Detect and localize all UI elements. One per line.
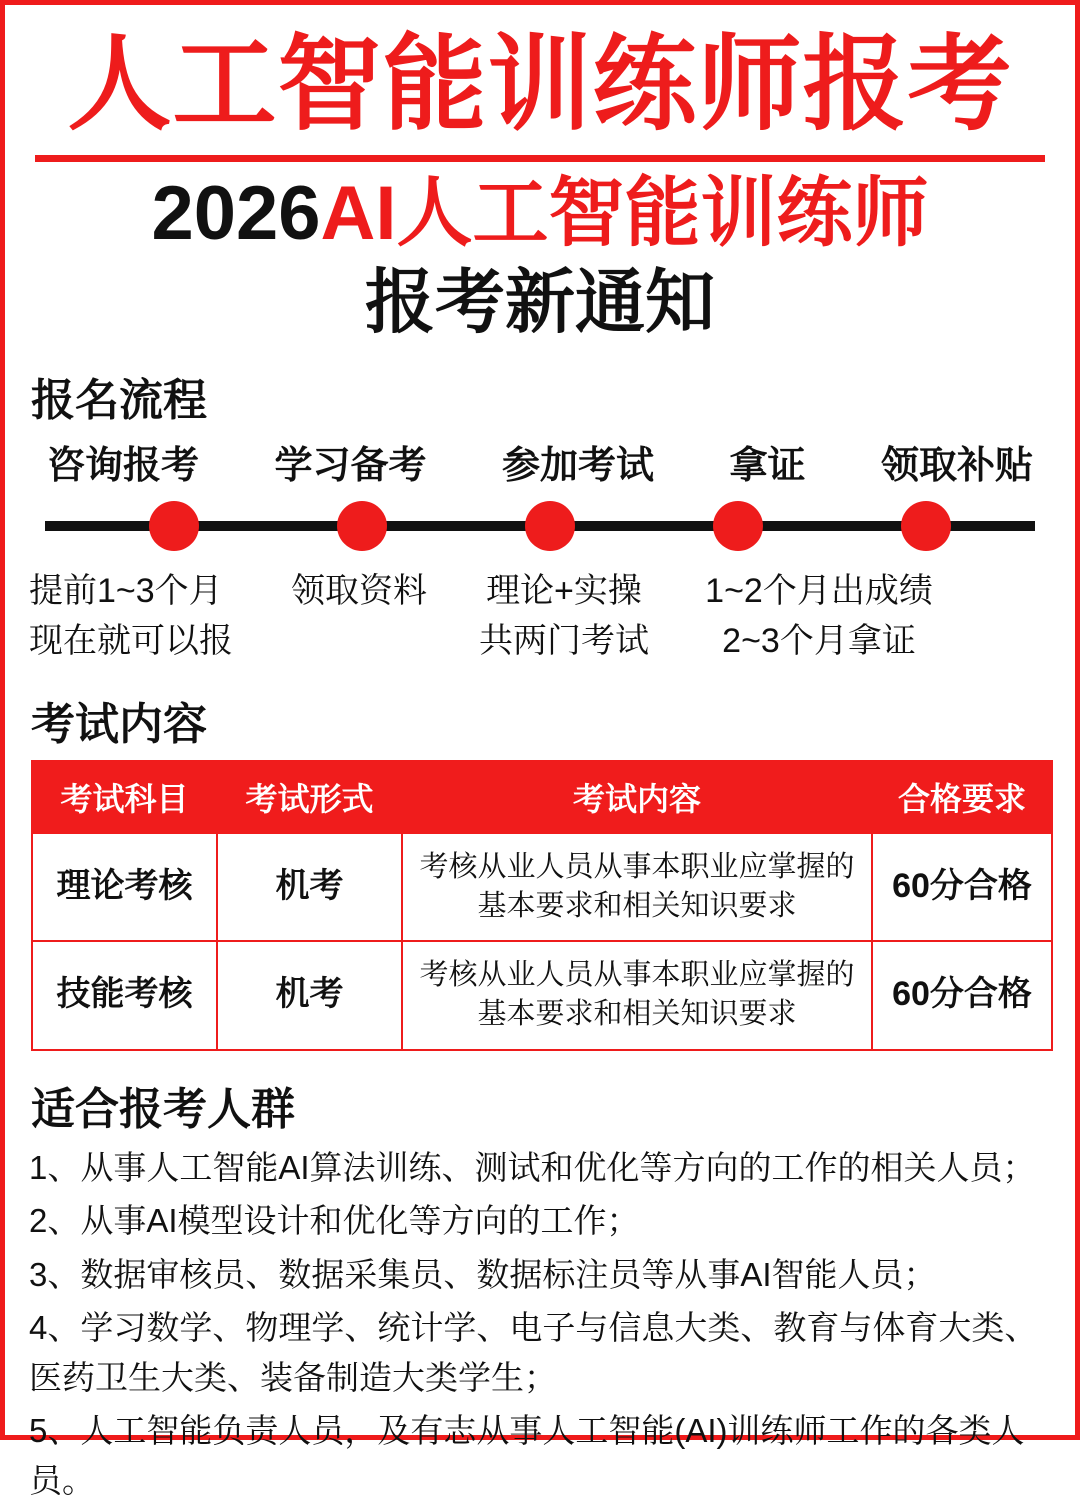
- cell-form-2: 机考: [217, 941, 402, 1049]
- audience-list: [29, 1143, 1053, 1505]
- table-header-pass: 合格要求: [872, 761, 1052, 833]
- exam-table: [31, 760, 1053, 1051]
- title-divider: [35, 155, 1045, 162]
- cell-pass-1: 60分合格: [872, 833, 1052, 941]
- flow-dot-3: [525, 501, 575, 551]
- section-heading-audience: 适合报考人群: [31, 1084, 295, 1134]
- flow-note-1-2: 领取资料: [291, 572, 427, 611]
- flow-step-label-2: 学习备考: [274, 445, 427, 488]
- flow-step-label-1: 咨询报考: [47, 445, 200, 488]
- flow-note-2-4: 2~3个月拿证: [722, 621, 916, 660]
- flow-note-2-3: 共两门考试: [479, 621, 649, 660]
- table-header-form: 考试形式: [217, 761, 402, 833]
- subtitle-highlight: AI人工智能训练师: [320, 171, 929, 257]
- flow-step-labels: [25, 434, 1055, 489]
- cell-pass-2: 60分合格: [872, 941, 1052, 1049]
- flow-notes: [29, 567, 1051, 666]
- flow-notes-row-1: [29, 567, 1051, 616]
- list-item: 5、人工智能负责人员，及有志从事人工智能(AI)训练师工作的各类人员。: [29, 1412, 1025, 1499]
- subtitle-year: 2026: [151, 171, 321, 257]
- flow-note-1-4: 1~2个月出成绩: [705, 572, 933, 611]
- flow-note-2-1: 现在就可以报: [29, 621, 233, 660]
- flow-dot-2: [337, 501, 387, 551]
- flow-dot-4: [713, 501, 763, 551]
- poster-subtitle: [25, 172, 1055, 256]
- table-row: [32, 941, 1052, 1049]
- flow-note-2-2: [259, 617, 459, 666]
- list-item: 2、从事AI模型设计和优化等方向的工作；: [29, 1202, 640, 1240]
- cell-content-2: 考核从业人员从事本职业应掌握的基本要求和相关知识要求: [402, 941, 872, 1049]
- table-header-content: 考试内容: [402, 761, 872, 833]
- table-header-subject: 考试科目: [32, 761, 217, 833]
- section-heading-exam: 考试内容: [31, 700, 207, 749]
- list-item: 1、从事人工智能AI算法训练、测试和优化等方向的工作的相关人员；: [29, 1148, 1036, 1186]
- flow-timeline-dots: [45, 499, 1035, 555]
- list-item: 4、学习数学、物理学、统计学、电子与信息大类、教育与体育大类、医药卫生大类、装备制造大类学生；: [29, 1309, 1038, 1396]
- cell-form-1: 机考: [217, 833, 402, 941]
- flow-step-label-4: 拿证: [729, 445, 806, 488]
- section-heading-flow: 报名流程: [31, 376, 207, 426]
- poster-main-title: 人工智能训练师报考: [67, 27, 1013, 143]
- flow-note-1-3: 理论+实操: [486, 572, 642, 611]
- flow-dot-5: [901, 501, 951, 551]
- flow-step-label-3: 参加考试: [501, 445, 654, 488]
- cell-content-1: 考核从业人员从事本职业应掌握的基本要求和相关知识要求: [402, 833, 872, 941]
- table-header-row: [32, 761, 1052, 833]
- flow-notes-row-2: [29, 617, 1051, 666]
- flow-timeline: [45, 499, 1035, 555]
- table-row: [32, 833, 1052, 941]
- flow-dot-1: [149, 501, 199, 551]
- cell-subject-2: 技能考核: [32, 941, 217, 1049]
- cell-subject-1: 理论考核: [32, 833, 217, 941]
- flow-step-label-5: 领取补贴: [880, 445, 1033, 488]
- flow-note-1-1: 提前1~3个月: [29, 572, 223, 611]
- registration-flow: [25, 434, 1055, 666]
- poster-subtitle-second-line: 报考新通知: [365, 262, 715, 341]
- list-item: 3、数据审核员、数据采集员、数据标注员等从事AI智能人员；: [29, 1255, 937, 1293]
